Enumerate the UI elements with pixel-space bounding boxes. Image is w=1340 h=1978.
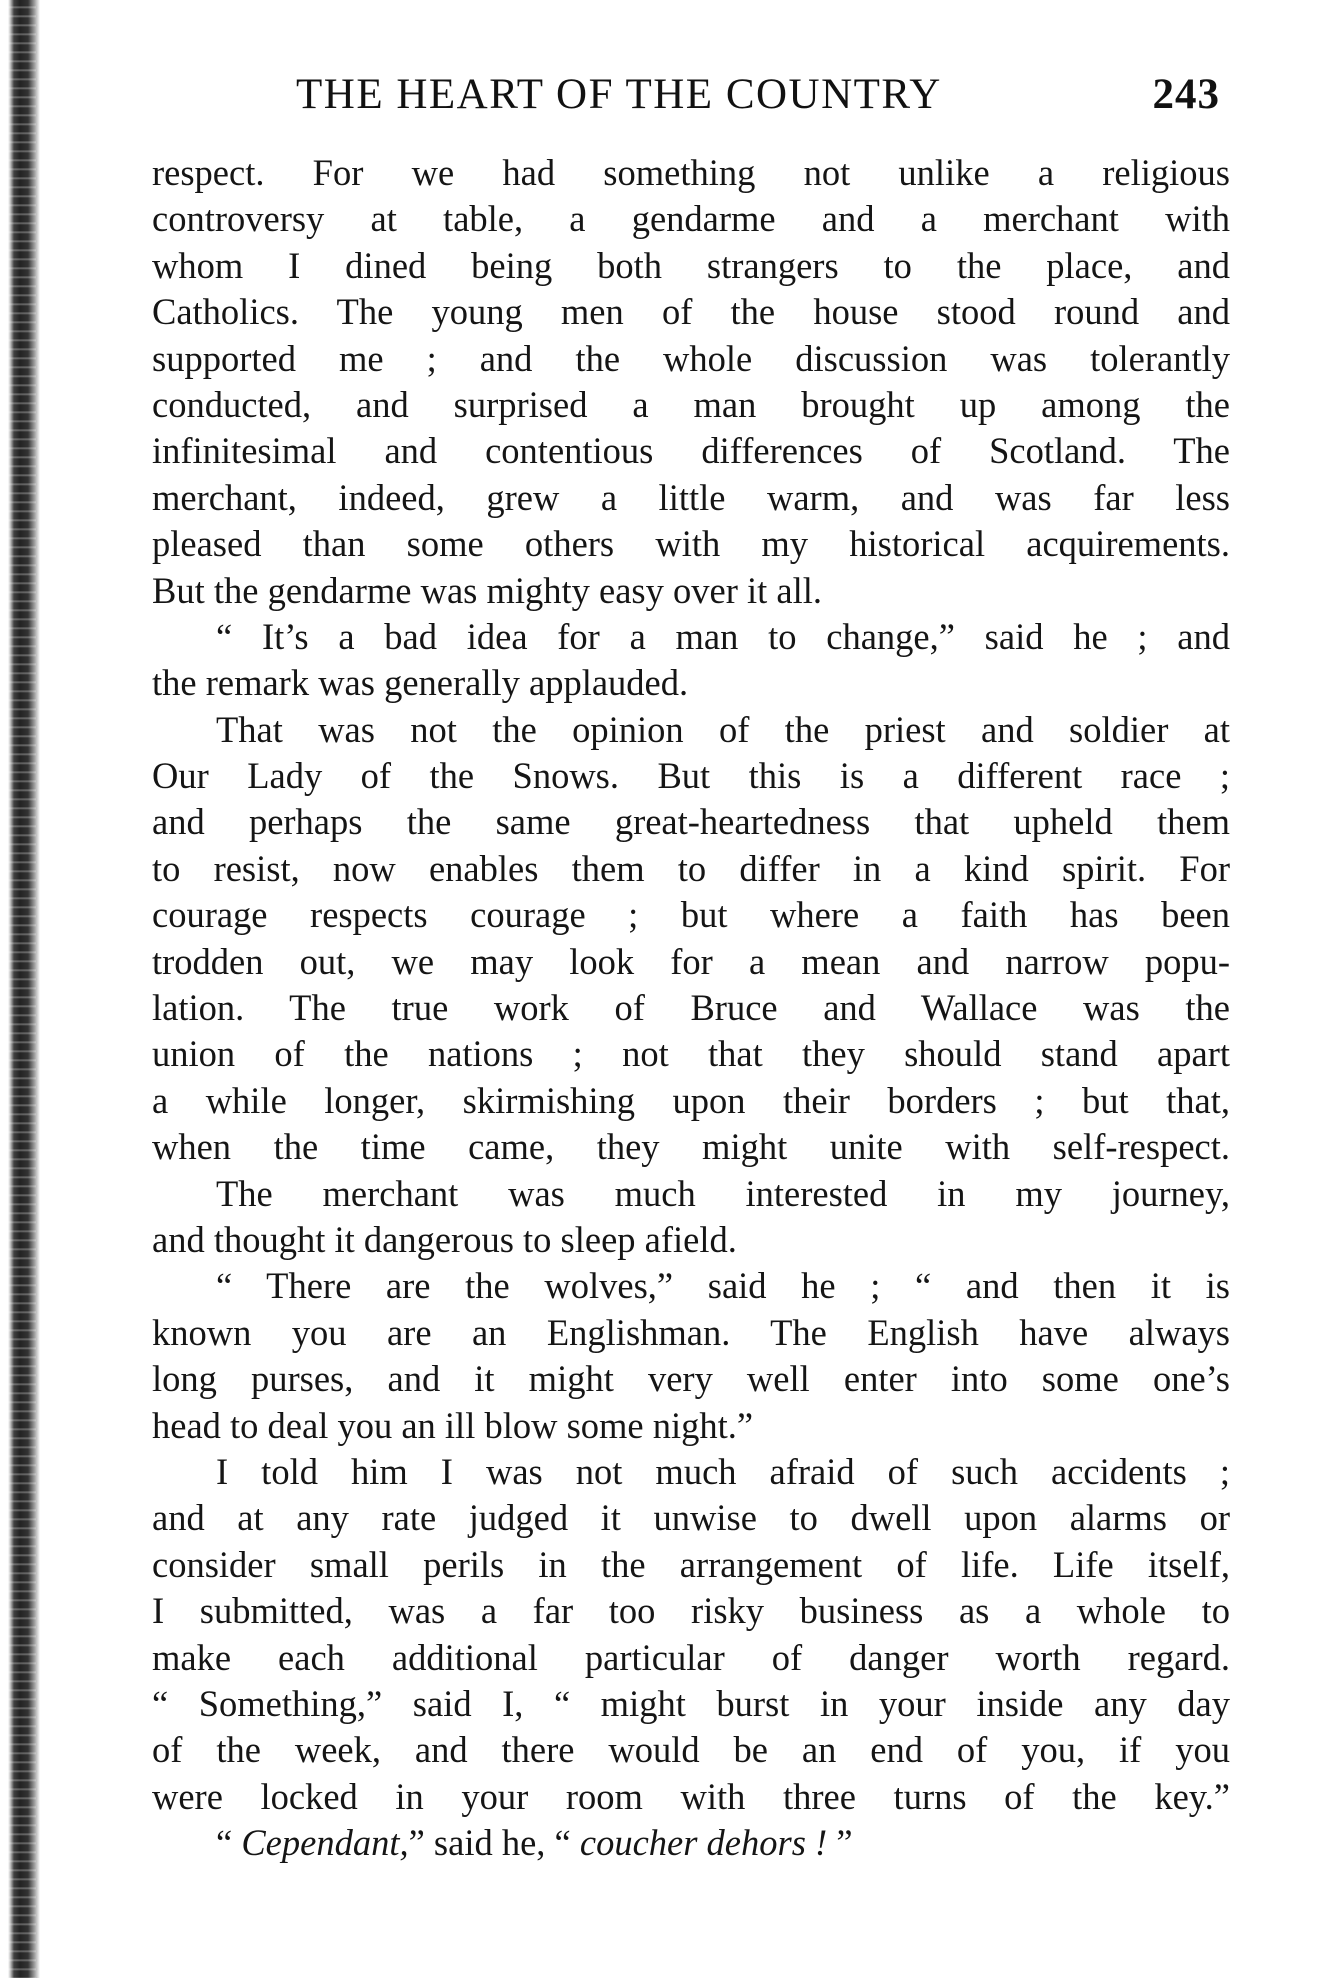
final-mid: ” said he, “: [408, 1822, 580, 1864]
running-head-title: THE HEART OF THE COUNTRY: [296, 71, 942, 118]
text-line: to resist, now enables them to differ in a kind spirit. For: [152, 847, 1230, 889]
text-line: Catholics. The young men of the house stood round and: [152, 291, 1230, 333]
running-head: [296, 70, 1220, 126]
page-number: 243: [1152, 71, 1220, 118]
final-open-quote: “: [216, 1822, 242, 1864]
text-line: controversy at table, a gendarme and a merchant with: [152, 198, 1230, 240]
text-line: consider small perils in the arrangement of life. Life itself,: [152, 1543, 1230, 1585]
text-line: The merchant was much interested in my journey,: [216, 1172, 1230, 1214]
text-line: That was not the opinion of the priest and soldier at: [216, 708, 1230, 750]
text-line: I told him I was not much afraid of such accidents ;: [216, 1450, 1230, 1492]
text-line: “ Something,” said I, “ might burst in your inside any day: [152, 1682, 1230, 1724]
text-line: But the gendarme was mighty easy over it all.: [152, 569, 823, 611]
text-line: whom I dined being both strangers to the place, and: [152, 244, 1230, 286]
text-line: “ There are the wolves,” said he ; “ and then it is: [216, 1265, 1230, 1307]
text-line: when the time came, they might unite with self-respect.: [152, 1126, 1230, 1168]
text-line: union of the nations ; not that they should stand apart: [152, 1033, 1230, 1075]
body-text: [152, 150, 1230, 1866]
text-line: long purses, and it might very well enter into some one’s: [152, 1358, 1230, 1400]
text-line: supported me ; and the whole discussion was tolerantly: [152, 337, 1230, 379]
text-line: were locked in your room with three turns of the key.”: [152, 1775, 1230, 1817]
text-line: make each additional particular of danger worth regard.: [152, 1636, 1230, 1678]
text-line: trodden out, we may look for a mean and narrow popu-: [152, 940, 1230, 982]
text-line: I submitted, was a far too risky business as a whole to: [152, 1590, 1230, 1632]
text-line: infinitesimal and contentious differences of Scotland. The: [152, 430, 1230, 472]
binding-texture: [6, 0, 36, 1978]
text-line: and at any rate judged it unwise to dwell upon alarms or: [152, 1497, 1230, 1539]
text-line: courage respects courage ; but where a faith has been: [152, 894, 1230, 936]
text-line: and perhaps the same great-heartedness that upheld them: [152, 801, 1230, 843]
text-line: “ It’s a bad idea for a man to change,” said he ; and: [216, 615, 1230, 657]
text-line: conducted, and surprised a man brought up among the: [152, 383, 1230, 425]
text-line: known you are an Englishman. The English have always: [152, 1311, 1230, 1353]
text-line: lation. The true work of Bruce and Wallace was the: [152, 987, 1230, 1029]
final-close-quote: ”: [827, 1822, 853, 1864]
final-italic-coucher: coucher dehors !: [579, 1822, 828, 1864]
text-line: the remark was generally applauded.: [152, 662, 689, 704]
text-line: pleased than some others with my historical acquirements.: [152, 523, 1230, 565]
text-line: respect. For we had something not unlike a religious: [152, 152, 1230, 193]
text-line: of the week, and there would be an end of you, if you: [152, 1729, 1230, 1771]
text-line: and thought it dangerous to sleep afield.: [152, 1218, 737, 1260]
text-line-final: [152, 1820, 1230, 1866]
text-line: merchant, indeed, grew a little warm, and was far less: [152, 476, 1230, 518]
text-line: a while longer, skirmishing upon their borders ; but that,: [152, 1079, 1230, 1121]
text-line: Our Lady of the Snows. But this is a different race ;: [152, 755, 1230, 797]
text-line: head to deal you an ill blow some night.”: [152, 1404, 754, 1446]
final-italic-cependant: Cependant,: [241, 1822, 409, 1864]
